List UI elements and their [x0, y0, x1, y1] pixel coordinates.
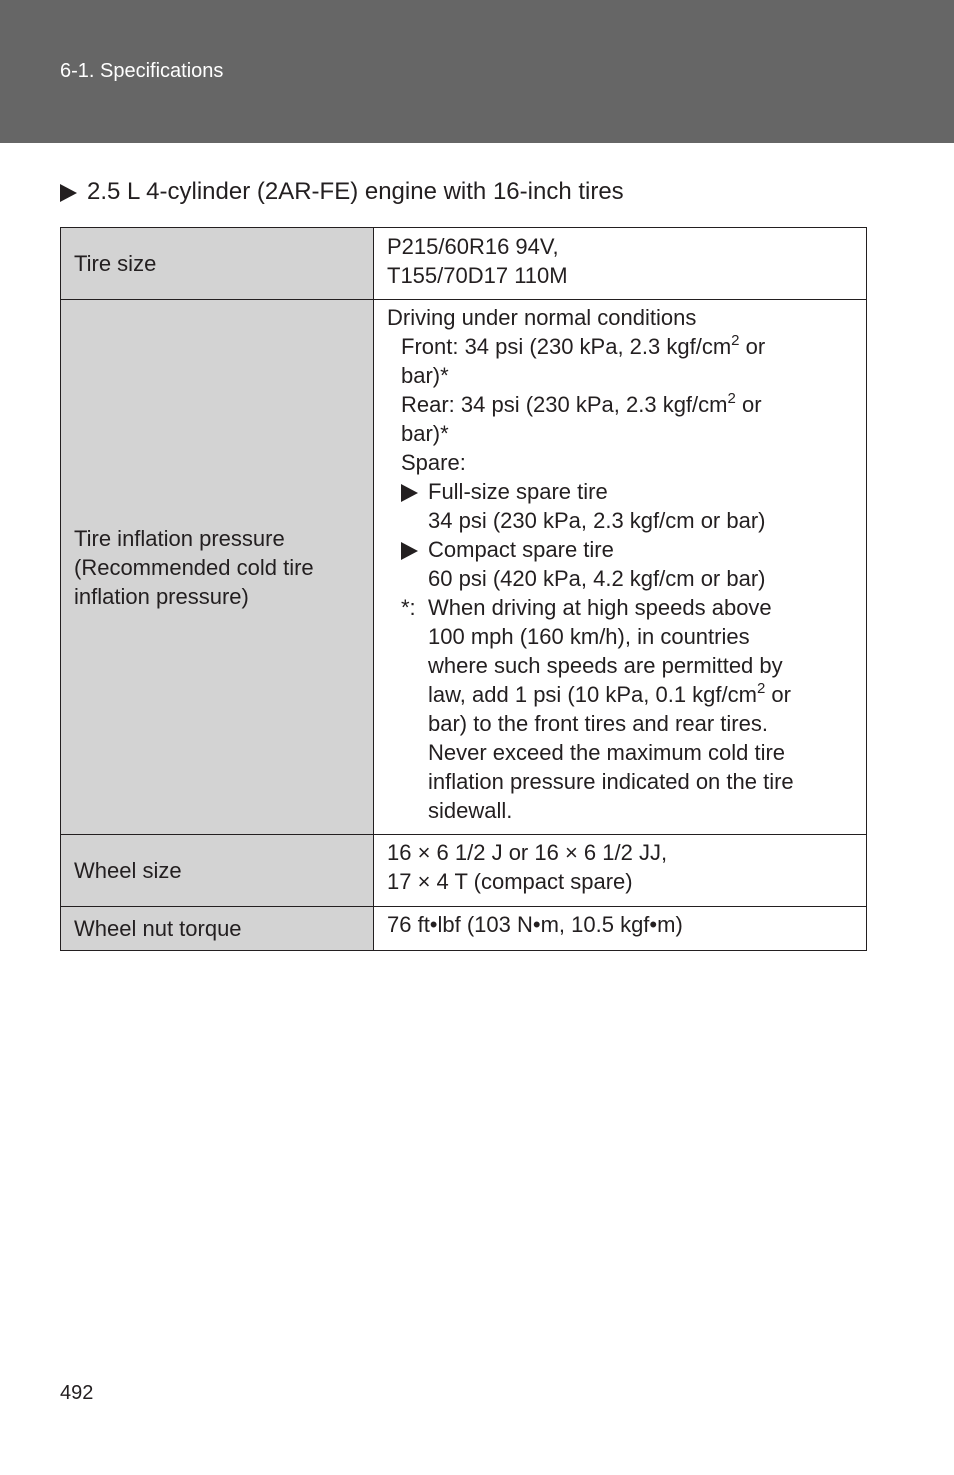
inflation-intro: Driving under normal conditions [387, 305, 697, 330]
inflation-label [61, 300, 374, 835]
footnote-text [428, 593, 854, 825]
full-size-value: 34 psi (230 kPa, 2.3 kgf/cm or bar) [428, 508, 766, 533]
wheel-size-label [61, 835, 374, 907]
footnote-line-4-text: law, add 1 psi (10 kPa, 0.1 kgf/cm [428, 682, 757, 707]
footnote-line-8: sidewall. [428, 798, 513, 823]
footnote [387, 593, 854, 825]
wheel-size-label-text: Wheel size [74, 858, 182, 883]
wheel-size-line-1: 16 × 6 1/2 J or 16 × 6 1/2 JJ, [387, 840, 668, 865]
inflation-label-line-2: (Recommended cold tire [74, 554, 314, 580]
full-size-title: Full-size spare tire [428, 479, 608, 504]
triangle-bullet-icon [401, 484, 418, 502]
front-or: or [739, 334, 766, 359]
spec-table [60, 227, 867, 951]
tire-size-line-1: P215/60R16 94V, [387, 234, 559, 259]
tire-size-value [374, 228, 867, 300]
header-band [0, 0, 954, 143]
spare-label: Spare: [401, 450, 466, 475]
wheel-nut-value [374, 907, 867, 951]
footnote-superscript: 2 [756, 680, 766, 697]
triangle-bullet-icon [60, 184, 77, 202]
wheel-size-line-2: 17 × 4 T (compact spare) [387, 869, 633, 894]
tire-size-line-2: T155/70D17 110M [387, 263, 568, 288]
footnote-or: or [765, 682, 791, 707]
table-row [61, 835, 867, 907]
rear-pressure-text: Rear: 34 psi (230 kPa, 2.3 kgf/cm [401, 392, 728, 417]
wheel-nut-value-text: 76 ft•lbf (103 N•m, 10.5 kgf•m) [387, 912, 683, 937]
wheel-nut-label [61, 907, 374, 951]
inflation-label-line-1: Tire inflation pressure [74, 525, 285, 551]
footnote-line-2: 100 mph (160 km/h), in countries [428, 624, 750, 649]
heading-text: 2.5 L 4-cylinder (2AR-FE) engine with 16-inch tires [87, 178, 624, 205]
compact-spare-item [387, 535, 854, 564]
tire-size-label [61, 228, 374, 300]
rear-pressure [387, 390, 854, 419]
wheel-size-value [374, 835, 867, 907]
compact-value: 60 psi (420 kPa, 4.2 kgf/cm or bar) [428, 566, 766, 591]
table-row [61, 228, 867, 300]
tire-size-label-text: Tire size [74, 251, 157, 276]
rear-pressure-cont: bar)* [401, 421, 449, 446]
triangle-bullet-icon [401, 542, 418, 560]
front-pressure-cont: bar)* [401, 363, 449, 388]
front-pressure [387, 332, 854, 361]
section-label: 6-1. Specifications [60, 60, 224, 82]
full-size-spare-item [387, 477, 854, 506]
footnote-line-6: Never exceed the maximum cold tire [428, 740, 786, 765]
rear-or: or [735, 392, 762, 417]
wheel-nut-label-text: Wheel nut torque [74, 916, 242, 941]
page-number: 492 [60, 1382, 94, 1404]
footnote-line-7: inflation pressure indicated on the tire [428, 769, 794, 794]
footnote-line-3: where such speeds are permitted by [428, 653, 783, 678]
inflation-value [374, 300, 867, 835]
table-row [61, 907, 867, 951]
compact-title: Compact spare tire [428, 537, 614, 562]
table-row [61, 300, 867, 835]
footnote-line-4 [428, 680, 854, 709]
footnote-line-1: When driving at high speeds above [428, 595, 772, 620]
front-pressure-text: Front: 34 psi (230 kPa, 2.3 kgf/cm [401, 334, 732, 359]
front-superscript: 2 [731, 332, 740, 349]
section-heading [60, 177, 624, 207]
footnote-line-5: bar) to the front tires and rear tires. [428, 711, 768, 736]
inflation-label-line-3: inflation pressure) [74, 583, 249, 609]
rear-superscript: 2 [727, 390, 736, 407]
footnote-mark: *: [401, 595, 416, 620]
